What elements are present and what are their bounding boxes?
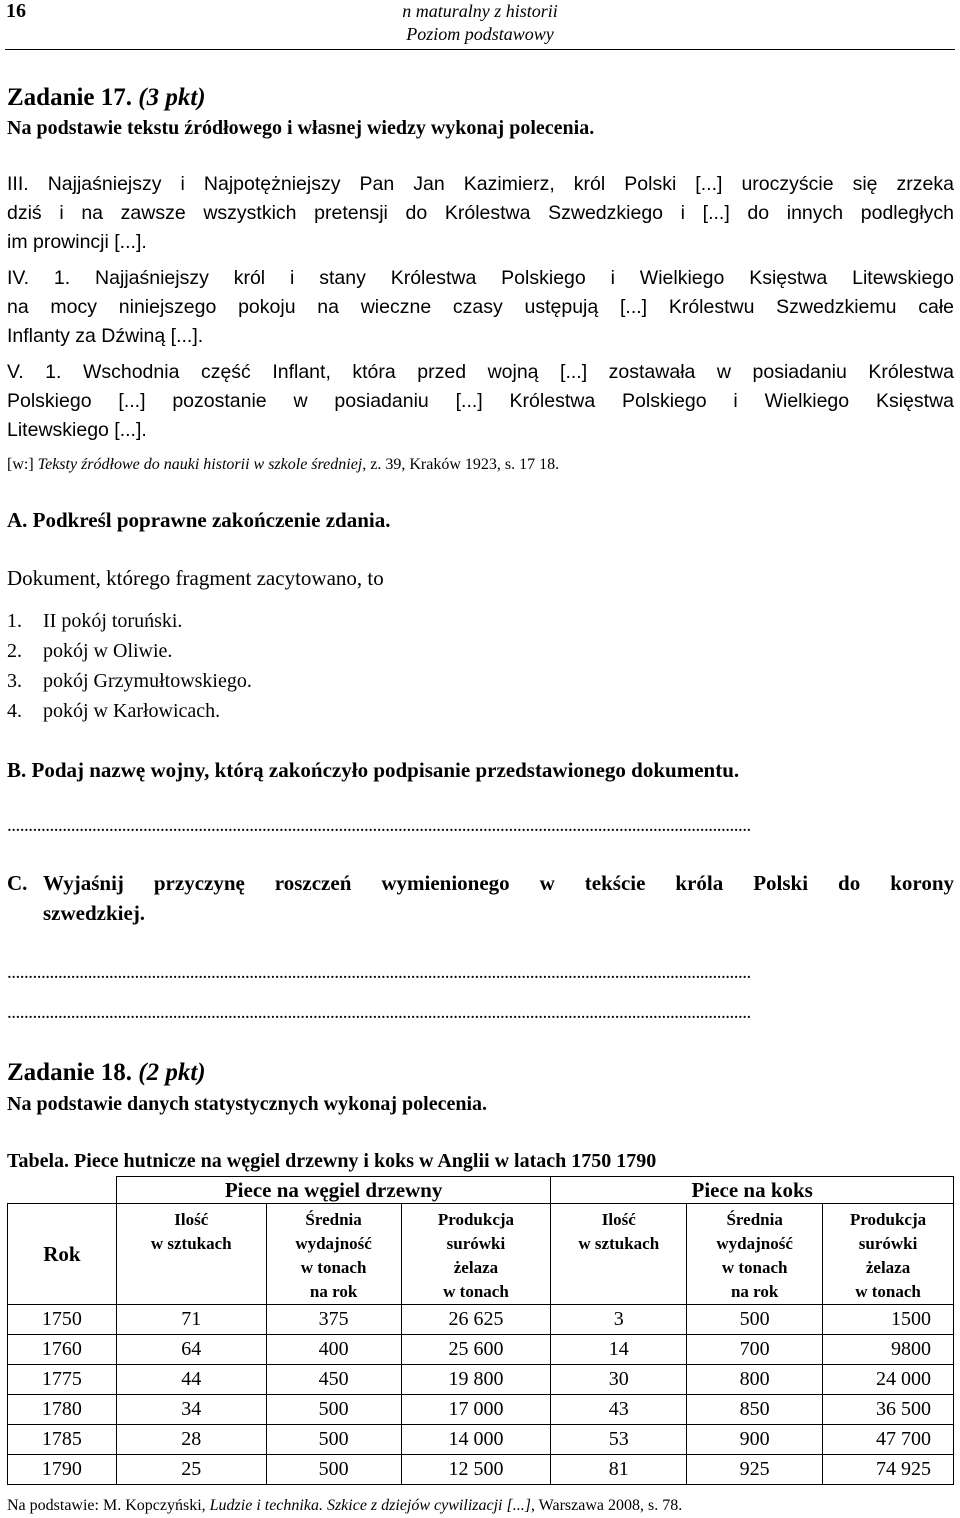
table-footnote <box>7 1495 682 1517</box>
group-coke: Piece na koks <box>551 1177 954 1204</box>
option-number: 3. <box>7 670 22 692</box>
answer-line[interactable]: ............................................................................................................................................................................... <box>7 962 751 983</box>
table-cell: 500 <box>266 1395 401 1425</box>
table-cell: 700 <box>687 1335 823 1365</box>
table-caption: Tabela. Piece hutnicze na węgiel drzewny i koks w Anglii w latach 1750 1790 <box>7 1150 657 1172</box>
table-cell: 12 500 <box>401 1455 551 1485</box>
task18-points: (2 pkt) <box>138 1059 206 1086</box>
task18-instruction: Na podstawie danych statystycznych wykonaj polecenia. <box>7 1093 488 1115</box>
source-line: IV. 1. Najjaśniejszy król i stany Królestwa Polskiego i Wielkiego Księstwa Litewskiego <box>7 267 954 289</box>
table-cell: 25 <box>116 1455 266 1485</box>
table-cell: 400 <box>266 1335 401 1365</box>
data-table <box>7 1176 954 1485</box>
footnote-prefix: Na podstawie: M. Kopczyński, <box>7 1497 210 1514</box>
table-cell: 500 <box>266 1425 401 1455</box>
table-cell: 500 <box>687 1305 823 1335</box>
col-count: Ilość w sztukach <box>551 1204 687 1305</box>
source-line: dziś i na zawsze wszystkich pretensji do Królestwa Szwedzkiego i [...] do innych podległych <box>7 202 954 224</box>
table-cell: 36 500 <box>823 1395 954 1425</box>
header-divider <box>5 49 955 50</box>
source-line: im prowincji [...]. <box>7 231 147 253</box>
table-corner <box>8 1177 117 1204</box>
task17-title <box>7 83 206 113</box>
task17-instruction: Na podstawie tekstu źródłowego i własnej wiedzy wykonaj polecenia. <box>7 117 595 139</box>
table-cell: 14 <box>551 1335 687 1365</box>
option-number: 4. <box>7 700 22 722</box>
partA-stem: Dokument, którego fragment zacytowano, to <box>7 566 384 590</box>
answer-option-1[interactable] <box>7 607 182 636</box>
table-cell: 1785 <box>8 1425 117 1455</box>
table-cell: 24 000 <box>823 1365 954 1395</box>
page-header <box>0 0 960 46</box>
partC-letter: C. <box>7 871 28 895</box>
table-cell: 26 625 <box>401 1305 551 1335</box>
table-cell: 64 <box>116 1335 266 1365</box>
header-line-1: n maturalny z historii <box>402 1 558 21</box>
table-cell: 1790 <box>8 1455 117 1485</box>
partC-label: Wyjaśnij przyczynę roszczeń wymienionego w tekście króla Polski do korony <box>43 871 954 895</box>
source-paragraph-1 <box>7 170 954 228</box>
source-line: Inflanty za Dźwiną [...]. <box>7 325 204 347</box>
table-row <box>8 1455 954 1485</box>
reference-title: Teksty źródłowe do nauki historii w szkole średniej <box>37 456 363 473</box>
col-rok: Rok <box>8 1204 117 1305</box>
table-cell: 1780 <box>8 1395 117 1425</box>
table-cell: 25 600 <box>401 1335 551 1365</box>
table-cell: 1750 <box>8 1305 117 1335</box>
table-row <box>8 1305 954 1335</box>
table-cell: 81 <box>551 1455 687 1485</box>
table-cell: 500 <box>266 1455 401 1485</box>
source-reference <box>7 454 559 476</box>
table-cell: 850 <box>687 1395 823 1425</box>
table-cell: 800 <box>687 1365 823 1395</box>
task18-number: Zadanie 18. <box>7 1059 133 1086</box>
table-cell: 450 <box>266 1365 401 1395</box>
table-cell: 74 925 <box>823 1455 954 1485</box>
answer-line[interactable]: ............................................................................................................................................................................... <box>7 1002 751 1023</box>
answer-option-4[interactable] <box>7 697 220 726</box>
partC-label-cont: szwedzkiej. <box>43 901 146 925</box>
source-line: Litewskiego [...]. <box>7 419 147 441</box>
table-cell: 19 800 <box>401 1365 551 1395</box>
table-sub-header <box>8 1204 954 1305</box>
col-production: Produkcja surówki żelaza w tonach <box>823 1204 954 1305</box>
option-text: pokój w Oliwie. <box>43 640 173 662</box>
table-cell: 17 000 <box>401 1395 551 1425</box>
table-cell: 3 <box>551 1305 687 1335</box>
source-paragraph-2 <box>7 264 954 322</box>
answer-option-2[interactable] <box>7 637 172 666</box>
task17-number: Zadanie 17. <box>7 84 133 111</box>
col-count: Ilość w sztukach <box>116 1204 266 1305</box>
option-number: 1. <box>7 610 22 632</box>
table-cell: 9800 <box>823 1335 954 1365</box>
page-number: 16 <box>6 0 26 22</box>
table-cell: 71 <box>116 1305 266 1335</box>
table-row <box>8 1335 954 1365</box>
footnote-title: Ludzie i technika. Szkice z dziejów cywilizacji [...] <box>209 1497 531 1514</box>
footnote-details: , Warszawa 2008, s. 78. <box>530 1497 683 1514</box>
header-line-2: Poziom podstawowy <box>406 24 554 44</box>
table-cell: 44 <box>116 1365 266 1395</box>
col-production: Produkcja surówki żelaza w tonach <box>401 1204 551 1305</box>
col-efficiency: Średnia wydajność w tonach na rok <box>266 1204 401 1305</box>
task17-points: (3 pkt) <box>138 84 206 111</box>
answer-option-3[interactable] <box>7 667 252 696</box>
table-row <box>8 1365 954 1395</box>
table-cell: 1760 <box>8 1335 117 1365</box>
table-cell: 900 <box>687 1425 823 1455</box>
table-row <box>8 1395 954 1425</box>
option-text: pokój w Karłowicach. <box>43 700 221 722</box>
reference-details: , z. 39, Kraków 1923, s. 17 18. <box>362 456 560 473</box>
table-group-header <box>8 1177 954 1204</box>
option-text: II pokój toruński. <box>43 610 183 632</box>
table-body <box>8 1305 954 1485</box>
table-row <box>8 1425 954 1455</box>
partB-label: B. Podaj nazwę wojny, którą zakończyło podpisanie przedstawionego dokumentu. <box>7 758 740 782</box>
reference-prefix: [w:] <box>7 456 38 473</box>
task18-title <box>7 1058 206 1088</box>
source-line: V. 1. Wschodnia część Inflant, która przed wojną [...] zostawała w posiadaniu Królestwa <box>7 361 954 383</box>
table-cell: 30 <box>551 1365 687 1395</box>
table-cell: 14 000 <box>401 1425 551 1455</box>
table-cell: 47 700 <box>823 1425 954 1455</box>
answer-line[interactable]: ............................................................................................................................................................................... <box>7 815 751 836</box>
partA-label: A. Podkreśl poprawne zakończenie zdania. <box>7 508 391 532</box>
col-efficiency: Średnia wydajność w tonach na rok <box>687 1204 823 1305</box>
table-cell: 925 <box>687 1455 823 1485</box>
source-paragraph-3 <box>7 358 954 416</box>
group-charcoal: Piece na węgiel drzewny <box>116 1177 551 1204</box>
table-cell: 375 <box>266 1305 401 1335</box>
option-number: 2. <box>7 640 22 662</box>
source-line: Polskiego [...] pozostanie w posiadaniu [...] Królestwa Polskiego i Wielkiego Księstwa <box>7 390 954 412</box>
table-cell: 34 <box>116 1395 266 1425</box>
option-text: pokój Grzymułtowskiego. <box>43 670 252 692</box>
source-line: III. Najjaśniejszy i Najpotężniejszy Pan Jan Kazimierz, król Polski [...] uroczyście się zrzeka <box>7 173 954 195</box>
table-cell: 28 <box>116 1425 266 1455</box>
source-line: na mocy niniejszego pokoju na wieczne czasy ustępują [...] Królestwu Szwedzkiemu całe <box>7 296 954 318</box>
table-cell: 1775 <box>8 1365 117 1395</box>
table-cell: 53 <box>551 1425 687 1455</box>
table-cell: 1500 <box>823 1305 954 1335</box>
table-cell: 43 <box>551 1395 687 1425</box>
